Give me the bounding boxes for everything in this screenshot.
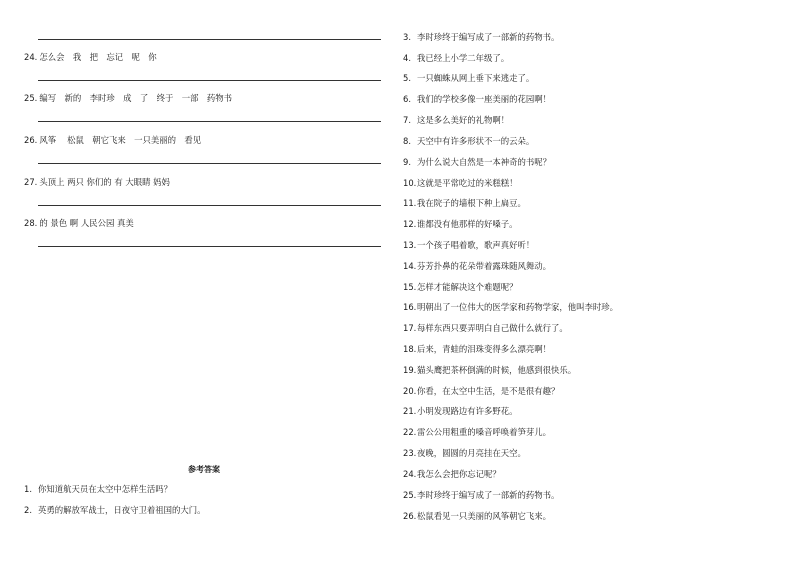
- answer-text: 谁都没有他那样的好嗓子。: [417, 219, 518, 229]
- answer-text: 雷公公用粗重的嗓音呼唤着笋芽儿。: [417, 427, 551, 437]
- answer-text: 我已经上小学二年级了。: [417, 53, 510, 63]
- answer-number: 14.: [403, 261, 417, 271]
- answer-number: 10.: [403, 178, 417, 188]
- answer-item: [403, 469, 501, 479]
- answer-item: [24, 484, 172, 494]
- question-25: [24, 93, 232, 103]
- answer-number: 2.: [24, 505, 32, 515]
- answer-text: 这就是平常吃过的米糕糕！: [417, 178, 518, 188]
- answer-number: 11.: [403, 198, 417, 208]
- answer-item: [403, 302, 618, 312]
- answer-item: [403, 365, 576, 375]
- answer-item: [403, 94, 551, 104]
- answer-number: 18.: [403, 344, 417, 354]
- answer-text: 一只蜘蛛从网上垂下来逃走了。: [417, 73, 535, 83]
- answer-text: 芬芳扑鼻的花朵带着露珠随风舞动。: [417, 261, 551, 271]
- question-number: 27.: [24, 177, 38, 187]
- answer-number: 21.: [403, 406, 417, 416]
- answer-number: 22.: [403, 427, 417, 437]
- answer-line: [38, 121, 381, 122]
- answer-number: 20.: [403, 386, 417, 396]
- answer-text: 李时珍终于编写成了一部新的药物书。: [417, 32, 560, 42]
- answer-number: 26.: [403, 511, 417, 521]
- answer-item: [403, 53, 509, 63]
- answer-number: 4.: [403, 53, 411, 63]
- answer-number: 19.: [403, 365, 417, 375]
- answer-text: 小明发现路边有许多野花。: [417, 406, 518, 416]
- answer-number: 8.: [403, 136, 411, 146]
- answer-text: 一个孩子唱着歌，歌声真好听！: [417, 240, 535, 250]
- answer-number: 7.: [403, 115, 411, 125]
- question-26: [24, 135, 201, 145]
- answer-text: 天空中有许多形状不一的云朵。: [417, 136, 535, 146]
- answer-number: 16.: [403, 302, 417, 312]
- answer-number: 25.: [403, 490, 417, 500]
- answer-number: 9.: [403, 157, 411, 167]
- answer-text: 明朝出了一位伟大的医学家和药物学家，他叫李时珍。: [417, 302, 618, 312]
- answer-key-title: 参考答案: [188, 465, 220, 474]
- answer-item: [403, 115, 509, 125]
- answer-item: [403, 157, 551, 167]
- answer-text: 我们的学校多像一座美丽的花园啊！: [417, 94, 551, 104]
- answer-text: 李时珍终于编写成了一部新的药物书。: [417, 490, 560, 500]
- question-27: [24, 177, 170, 187]
- answer-number: 1.: [24, 484, 32, 494]
- answer-text: 英勇的解放军战士，日夜守卫着祖国的大门。: [38, 505, 206, 515]
- answer-item: [403, 511, 551, 521]
- answer-item: [403, 198, 526, 208]
- question-text: 怎么会 我 把 忘记 呢 你: [39, 52, 157, 62]
- answer-item: [403, 386, 559, 396]
- answer-line: [38, 80, 381, 81]
- answer-item: [403, 406, 518, 416]
- answer-text: 猫头鹰把茶杯倒满的时候，他感到很快乐。: [417, 365, 577, 375]
- question-24: [24, 52, 157, 62]
- answer-number: 23.: [403, 448, 417, 458]
- answer-item: [24, 505, 206, 515]
- answer-text: 这是多么美好的礼物啊！: [417, 115, 510, 125]
- question-28: [24, 218, 134, 228]
- answer-number: 24.: [403, 469, 417, 479]
- answer-number: 5.: [403, 73, 411, 83]
- answer-text: 怎样才能解决这个难题呢？: [417, 282, 518, 292]
- answer-item: [403, 490, 559, 500]
- answer-item: [403, 344, 551, 354]
- answer-number: 17.: [403, 323, 417, 333]
- answer-item: [403, 323, 568, 333]
- answer-item: [403, 178, 518, 188]
- answer-item: [403, 73, 534, 83]
- question-text: 的 景色 啊 人民公园 真美: [39, 218, 134, 228]
- question-number: 25.: [24, 93, 38, 103]
- answer-text: 我在院子的墙根下种上扁豆。: [417, 198, 526, 208]
- answer-line: [38, 163, 381, 164]
- answer-item: [403, 136, 534, 146]
- answer-text: 为什么说大自然是一本神奇的书呢？: [417, 157, 551, 167]
- answer-text: 你知道航天员在太空中怎样生活吗？: [38, 484, 172, 494]
- answer-text: 松鼠看见一只美丽的风筝朝它飞来。: [417, 511, 551, 521]
- answer-item: [403, 427, 551, 437]
- answer-item: [403, 261, 551, 271]
- answer-text: 后来，青蛙的泪珠变得多么漂亮啊！: [417, 344, 551, 354]
- answer-line: [38, 205, 381, 206]
- answer-text: 你看，在太空中生活，是不是很有趣？: [417, 386, 560, 396]
- answer-number: 6.: [403, 94, 411, 104]
- answer-item: [403, 448, 526, 458]
- answer-text: 夜晚，圆圆的月亮挂在天空。: [417, 448, 526, 458]
- question-text: 头顶上 两只 你们的 有 大眼睛 妈妈: [39, 177, 170, 187]
- answer-text: 每样东西只要弄明白自己做什么就行了。: [417, 323, 568, 333]
- question-number: 26.: [24, 135, 38, 145]
- question-text: 风筝 松鼠 朝它飞来 一只美丽的 看见: [39, 135, 202, 145]
- question-number: 28.: [24, 218, 38, 228]
- answer-line: [38, 39, 381, 40]
- answer-item: [403, 219, 518, 229]
- answer-item: [403, 282, 518, 292]
- answer-number: 15.: [403, 282, 417, 292]
- answer-item: [403, 32, 559, 42]
- answer-text: 我怎么会把你忘记呢？: [417, 469, 501, 479]
- answer-item: [403, 240, 534, 250]
- question-number: 24.: [24, 52, 38, 62]
- answer-number: 13.: [403, 240, 417, 250]
- answer-number: 3.: [403, 32, 411, 42]
- answer-number: 12.: [403, 219, 417, 229]
- answer-line: [38, 246, 381, 247]
- question-text: 编写 新的 李时珍 成 了 终于 一部 药物书: [39, 93, 232, 103]
